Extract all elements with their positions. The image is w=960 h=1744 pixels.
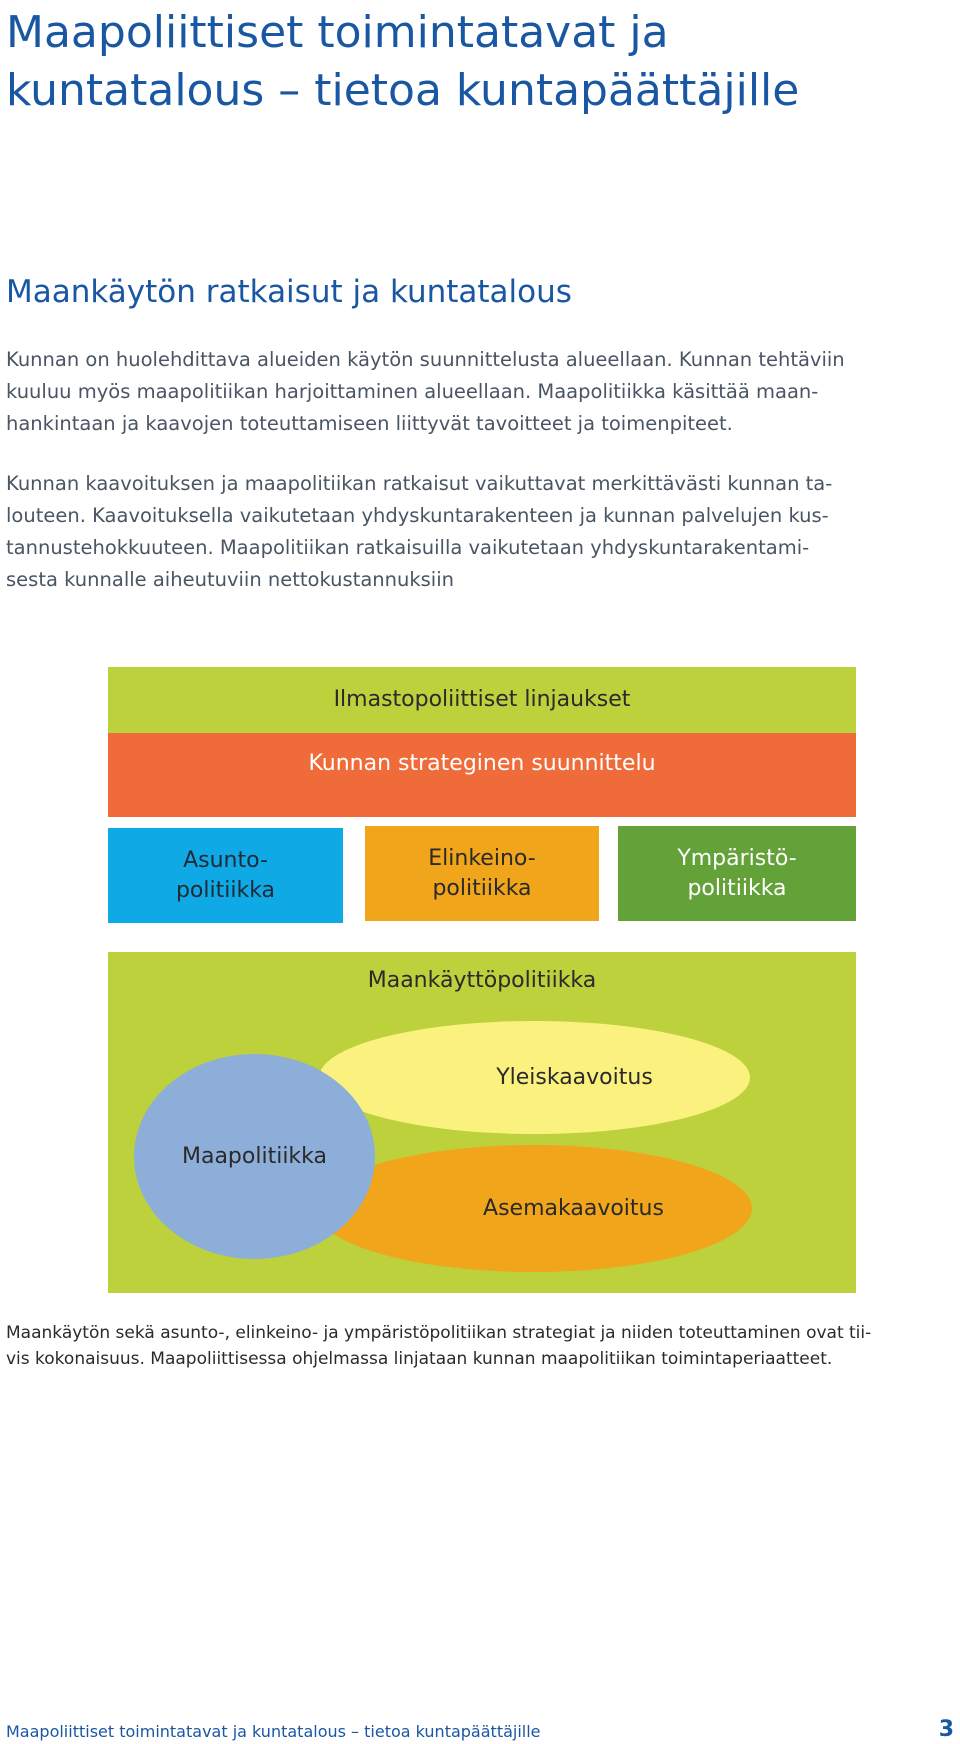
economy-paragraph xyxy=(6,468,936,596)
caption-line: Maankäytön sekä asunto-, elinkeino- ja ympäristöpolitiikan strategiat ja niiden toteuttaminen ovat tii- xyxy=(6,1323,872,1343)
page-title xyxy=(6,4,946,120)
title-line: Maapoliittiset toimintatavat ja xyxy=(6,7,669,58)
climate-policy-label: Ilmastopoliittiset linjaukset xyxy=(333,687,631,712)
diagram-caption xyxy=(6,1320,936,1372)
strategic-planning-band xyxy=(108,733,856,817)
strategic-planning-label: Kunnan strateginen suunnittelu xyxy=(308,751,656,776)
master-planning-label: Yleiskaavoitus xyxy=(496,1065,653,1090)
housing-policy-label-line: Asunto- xyxy=(183,847,268,873)
paragraph-line: sesta kunnalle aiheutuviin nettokustannuksiin xyxy=(6,568,454,591)
title-line: kuntatalous – tietoa kuntapäättäjille xyxy=(6,65,800,116)
paragraph-line: hankintaan ja kaavojen toteuttamiseen liittyvät tavoitteet ja toimenpiteet. xyxy=(6,412,733,435)
page-number: 3 xyxy=(938,1717,954,1742)
paragraph-line: Kunnan on huolehdittava alueiden käytön suunnittelusta alueellaan. Kunnan tehtäviin xyxy=(6,348,845,371)
footer-title: Maapoliittiset toimintatavat ja kuntatalous – tietoa kuntapäättäjille xyxy=(6,1722,541,1741)
housing-policy-label-line: politiikka xyxy=(175,877,276,903)
business-policy-box xyxy=(365,826,599,921)
intro-paragraph xyxy=(6,344,936,440)
land-use-policy-title: Maankäyttöpolitiikka xyxy=(367,968,597,993)
environment-policy-label-line: Ympäristö- xyxy=(677,845,797,871)
housing-policy-box xyxy=(108,828,343,923)
master-planning-ellipse xyxy=(319,1021,750,1134)
paragraph-line: Kunnan kaavoituksen ja maapolitiikan ratkaisut vaikuttavat merkittävästi kunnan ta- xyxy=(6,472,833,495)
land-policy-label: Maapolitiikka xyxy=(181,1144,328,1169)
detailed-planning-label: Asemakaavoitus xyxy=(483,1196,664,1221)
land-use-policy-area xyxy=(108,952,856,1293)
paragraph-line: kuuluu myös maapolitiikan harjoittaminen alueellaan. Maapolitiikka käsittää maan- xyxy=(6,380,819,403)
detailed-planning-ellipse xyxy=(315,1145,752,1272)
section-heading: Maankäytön ratkaisut ja kuntatalous xyxy=(6,274,572,310)
policy-diagram xyxy=(108,667,856,1293)
paragraph-line: tannustehokkuuteen. Maapolitiikan ratkaisuilla vaikutetaan yhdyskuntarakentami- xyxy=(6,536,810,559)
land-policy-circle xyxy=(134,1054,375,1259)
environment-policy-label-line: politiikka xyxy=(687,875,787,901)
business-policy-label-line: Elinkeino- xyxy=(428,845,536,871)
environment-policy-box xyxy=(618,826,856,921)
climate-policy-band xyxy=(108,667,856,733)
business-policy-label-line: politiikka xyxy=(432,875,532,901)
caption-line: vis kokonaisuus. Maapoliittisessa ohjelmassa linjataan kunnan maapolitiikan toimintaperiaatteet. xyxy=(6,1349,833,1369)
paragraph-line: louteen. Kaavoituksella vaikutetaan yhdyskuntarakenteen ja kunnan palvelujen kus- xyxy=(6,504,829,527)
